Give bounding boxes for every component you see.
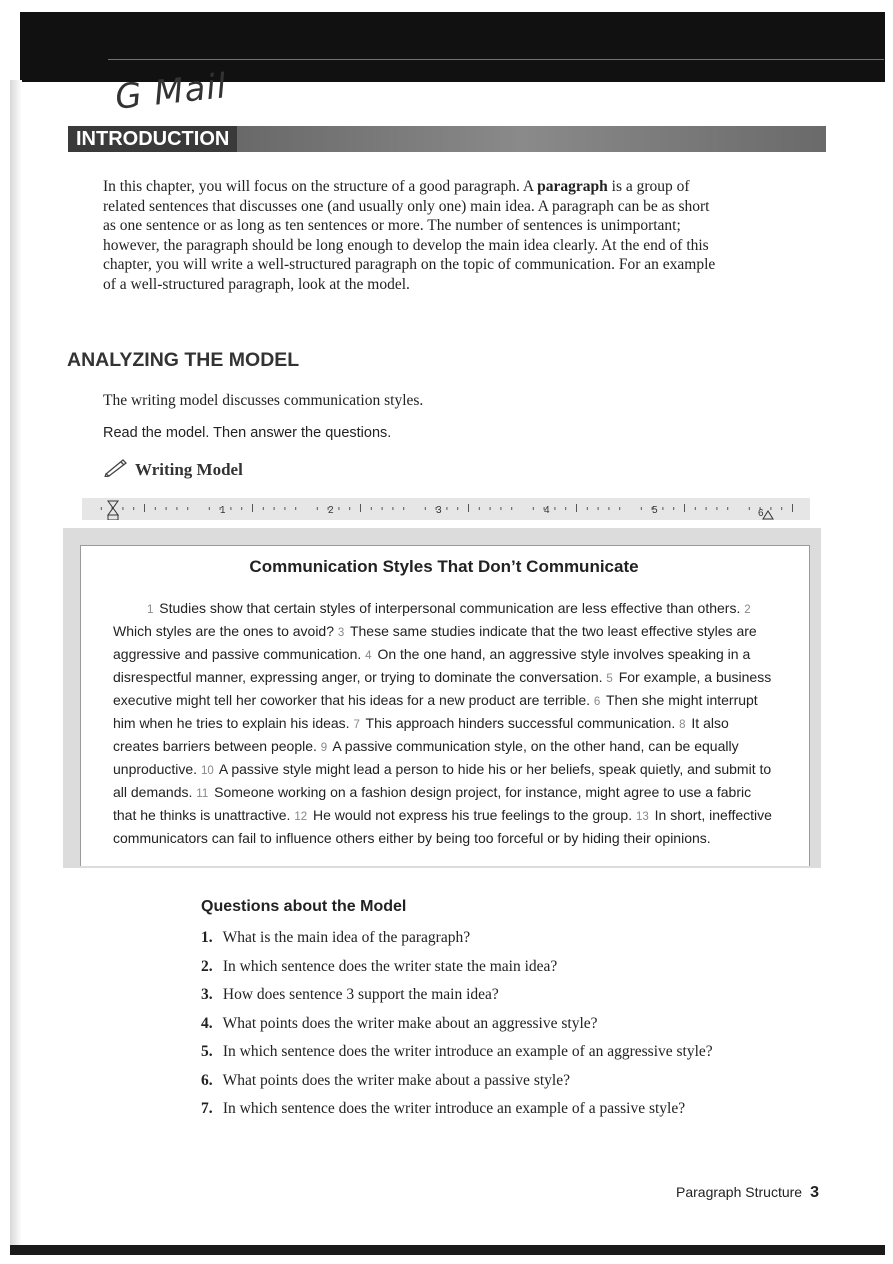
handwritten-note: G Mail xyxy=(113,66,230,118)
ruler-number: 2 xyxy=(328,505,334,516)
ruler-tick xyxy=(403,507,404,510)
ruler-tick xyxy=(187,507,188,510)
sentence-number: 9 xyxy=(320,742,328,754)
ruler-tick xyxy=(263,507,264,510)
ruler-tick xyxy=(608,507,609,510)
model-sentence: A passive style might lead a person to hide his or her beliefs, speak quietly, and submit to all demands. xyxy=(113,761,772,800)
question-number: 2. xyxy=(201,957,213,975)
ruler-number: 4 xyxy=(544,505,550,516)
model-description: The writing model discusses communication styles. xyxy=(103,392,424,409)
sentence-number: 11 xyxy=(196,788,209,800)
question-text: How does sentence 3 support the main idea? xyxy=(222,986,499,1003)
question-item xyxy=(201,955,841,984)
ruler-tick xyxy=(392,507,393,510)
ruler xyxy=(82,498,810,520)
sentence-number: 6 xyxy=(593,696,601,708)
sentence-number: 8 xyxy=(679,719,686,731)
ruler-tick xyxy=(533,507,534,510)
question-text: In which sentence does the writer introduce an example of a passive style? xyxy=(222,1100,686,1117)
ruler-tick xyxy=(382,507,383,510)
model-title: Communication Styles That Don’t Communicate xyxy=(249,557,639,576)
ruler-tick xyxy=(155,507,156,510)
model-sentence: Which styles are the ones to avoid? xyxy=(113,623,335,639)
question-number: 7. xyxy=(201,1100,213,1117)
ruler-tick xyxy=(576,504,577,512)
ruler-tick xyxy=(284,507,285,510)
intro-text-start: In this chapter, you will focus on the structure of a good paragraph. A xyxy=(103,178,538,195)
ruler-tick xyxy=(349,507,350,510)
questions-heading: Questions about the Model xyxy=(201,898,407,915)
ruler-tick xyxy=(425,507,426,510)
ruler-tick xyxy=(770,507,771,510)
ruler-tick xyxy=(317,507,318,510)
scanner-bottom-edge xyxy=(10,1245,885,1255)
ruler-tick xyxy=(619,507,620,510)
ruler-tick xyxy=(230,507,231,510)
sentence-number: 1 xyxy=(147,604,154,616)
page-number: 3 xyxy=(810,1184,819,1201)
model-sentence: For example, a business executive might tell her coworker that his ideas for a new product are terrible. xyxy=(113,669,772,708)
question-number: 3. xyxy=(201,986,213,1003)
ruler-tick xyxy=(554,507,555,510)
green-rule xyxy=(108,59,884,60)
ruler-tick xyxy=(673,507,674,510)
ruler-tick xyxy=(598,507,599,510)
ruler-tick xyxy=(371,507,372,510)
ruler-tick xyxy=(511,507,512,510)
left-margin-marker-icon xyxy=(108,515,118,520)
ruler-tick xyxy=(252,504,253,512)
ruler-tick xyxy=(295,507,296,510)
pencil-icon xyxy=(103,457,129,482)
ruler-tick xyxy=(176,507,177,510)
intro-text-end: is a group of related sentences that discusses one (and usually only one) main idea. A paragraph can be as short as one sentence or as long as ten sentences or more. The number of sentences is unimportant; however, the paragraph should be long enough to develop the main idea clearly. At the end of this chapter, you will write a well-structured paragraph on the topic of communication. For an example of a well-structured paragraph, look at the model. xyxy=(103,178,716,293)
ruler-tick xyxy=(695,507,696,510)
sentence-number: 5 xyxy=(606,673,613,685)
model-instruction: Read the model. Then answer the questions. xyxy=(103,425,392,441)
ruler-tick xyxy=(166,507,167,510)
ruler-tick xyxy=(338,507,339,510)
ruler-number: 6 xyxy=(758,508,764,519)
ruler-tick xyxy=(122,507,123,510)
question-text: In which sentence does the writer introduce an example of an aggressive style? xyxy=(222,1043,713,1060)
question-text: What points does the writer make about a passive style? xyxy=(222,1071,570,1089)
ruler-tick xyxy=(360,504,361,512)
ruler-tick xyxy=(781,507,782,510)
ruler-number: 1 xyxy=(220,505,226,516)
ruler-tick xyxy=(241,507,242,510)
ruler-graphic xyxy=(82,498,810,520)
model-sentence: A passive communication style, on the other hand, can be equally unproductive. xyxy=(113,738,739,777)
ruler-tick xyxy=(490,507,491,510)
ruler-tick xyxy=(587,507,588,510)
ruler-tick xyxy=(457,507,458,510)
ruler-tick xyxy=(209,507,210,510)
model-sentence: Then she might interrupt him when he tries to explain his ideas. xyxy=(113,692,758,731)
question-item xyxy=(201,983,841,1012)
introduction-paragraph xyxy=(103,177,723,294)
ruler-tick xyxy=(446,507,447,510)
ruler-tick xyxy=(133,507,134,510)
question-item xyxy=(201,1097,841,1126)
ruler-number: 3 xyxy=(436,505,442,516)
page-footer xyxy=(676,1184,819,1202)
writing-model-text: Writing Model xyxy=(135,459,243,479)
question-text: In which sentence does the writer state the main idea? xyxy=(222,957,558,975)
question-text: What is the main idea of the paragraph? xyxy=(222,929,471,946)
question-item xyxy=(201,926,841,955)
question-item xyxy=(201,1012,841,1041)
question-number: 1. xyxy=(201,929,213,946)
sentence-number: 10 xyxy=(200,765,214,777)
scan-left-shadow xyxy=(10,80,22,1250)
ruler-tick xyxy=(479,507,480,510)
indent-marker-icon xyxy=(108,501,118,515)
sentence-number: 12 xyxy=(294,811,308,823)
ruler-tick xyxy=(500,507,501,510)
ruler-tick xyxy=(565,507,566,510)
sentence-number: 2 xyxy=(744,604,751,616)
right-indent-marker-icon xyxy=(763,511,773,519)
model-paragraph xyxy=(113,598,773,849)
ruler-tick xyxy=(727,507,728,510)
question-number: 6. xyxy=(201,1071,213,1089)
ruler-tick xyxy=(468,504,469,512)
sentence-number: 7 xyxy=(353,719,360,731)
question-text: What points does the writer make about an aggressive style? xyxy=(222,1014,598,1032)
sentence-number: 3 xyxy=(337,627,345,639)
model-sentence: On the one hand, an aggressive style involves speaking in a disrespectful manner, expressing anger, or trying to dominate the conversation. xyxy=(113,646,751,685)
analyzing-heading: ANALYZING THE MODEL xyxy=(67,349,300,371)
ruler-tick xyxy=(792,504,793,512)
ruler-tick xyxy=(641,507,642,510)
model-sentence: This approach hinders successful communication. xyxy=(365,715,676,731)
model-sentence: These same studies indicate that the two least effective styles are aggressive and passive communication. xyxy=(113,623,757,662)
question-number: 5. xyxy=(201,1043,213,1060)
question-number: 4. xyxy=(201,1014,213,1032)
ruler-tick xyxy=(716,507,717,510)
model-sentence: Someone working on a fashion design project, for instance, might agree to use a fabric that he thinks is unattractive. xyxy=(113,784,752,823)
introduction-heading: INTRODUCTION xyxy=(68,126,237,152)
ruler-tick xyxy=(101,507,102,510)
model-sentence: Studies show that certain styles of interpersonal communication are less effective than others. xyxy=(159,600,741,616)
model-sentence: He would not express his true feelings to the group. xyxy=(313,807,633,823)
question-item xyxy=(201,1040,841,1069)
model-sentence: In short, ineffective communicators can fail to influence others either by being too forceful or by hiding their opinions. xyxy=(113,807,772,846)
ruler-tick xyxy=(274,507,275,510)
writing-model-label xyxy=(103,457,243,482)
ruler-tick xyxy=(684,504,685,512)
ruler-tick xyxy=(144,504,145,512)
questions-list xyxy=(201,926,841,1126)
sentence-number: 13 xyxy=(635,811,649,823)
scanner-top-edge xyxy=(20,12,885,82)
model-sentence: It also creates barriers between people. xyxy=(113,715,729,754)
intro-bold-term: paragraph xyxy=(537,178,608,195)
ruler-tick xyxy=(662,507,663,510)
ruler-tick xyxy=(749,507,750,510)
sentence-number: 4 xyxy=(365,650,372,662)
question-item xyxy=(201,1069,841,1098)
ruler-number: 5 xyxy=(652,505,658,516)
footer-label: Paragraph Structure xyxy=(676,1184,803,1200)
ruler-tick xyxy=(706,507,707,510)
